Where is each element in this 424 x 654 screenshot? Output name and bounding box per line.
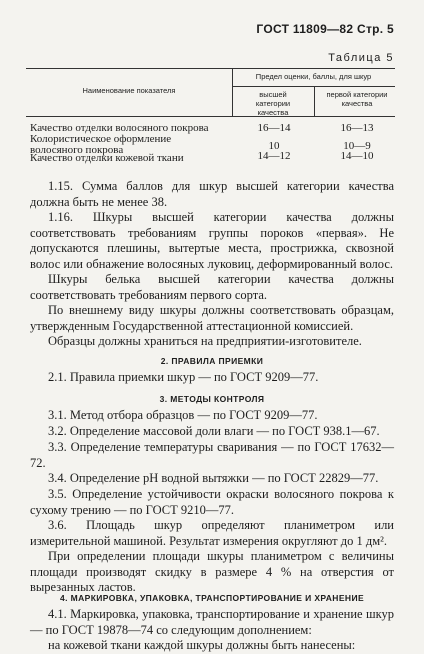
column-group-header: Предел оценки, баллы, для шкур: [255, 72, 372, 81]
column-header-indicator: Наименование показателя: [82, 86, 176, 95]
paragraph-marking: на кожевой ткани каждой шкуры должны быть нанесены:: [48, 638, 356, 652]
table-cell-value: 16—13: [340, 122, 374, 134]
quality-score-table: [26, 68, 395, 164]
table-row-name: Колористическое оформление волосяного покрова: [30, 133, 172, 156]
paragraph-1-15: 1.15. Сумма баллов для шкур высшей категории качества должна быть не менее 38.: [30, 179, 394, 209]
table-caption: Таблица 5: [328, 52, 394, 64]
paragraph-area-discount: При определении площади шкуры планиметром с величины площади производят скидку в размере 4 % на отверстия от вырезанных ластов.: [30, 549, 394, 594]
paragraph-belka: Шкуры белька высшей категории качества должны соответствовать требованиям первого сорта.: [30, 272, 394, 302]
table-row-name: Качество отделки волосяного покрова: [30, 122, 209, 134]
page-header: ГОСТ 11809—82 Стр. 5: [256, 22, 394, 36]
paragraph-2-1: 2.1. Правила приемки шкур — по ГОСТ 9209—77.: [48, 370, 319, 384]
paragraph-3-4: 3.4. Определение pH водной вытяжки — по ГОСТ 22829—77.: [48, 471, 379, 485]
paragraph-3-6: 3.6. Площадь шкур определяют планиметром или измерительной машиной. Результат измерения округляют до 1 дм².: [30, 518, 394, 548]
paragraph-samples: Образцы должны храниться на предприятии-изготовителе.: [48, 334, 362, 348]
paragraph-3-2: 3.2. Определение массовой доли влаги — по ГОСТ 938.1—67.: [48, 424, 380, 438]
paragraph-appearance: По внешнему виду шкуры должны соответствовать образцам, утвержденным Государственной аттестационной комиссией.: [30, 303, 394, 333]
table-cell-value: 14—12: [257, 150, 291, 162]
section-3-title: 3. МЕТОДЫ КОНТРОЛЯ: [159, 394, 265, 404]
table-cell-value: 16—14: [257, 122, 291, 134]
paragraph-3-1: 3.1. Метод отбора образцов — по ГОСТ 9209—77.: [48, 408, 318, 422]
paragraph-1-16: 1.16. Шкуры высшей категории качества должны соответствовать требованиям группы пороков «первая». Не допускаются плешины, вытертые места, прострижка, сквозной волос или обнажение волосяных луковиц, деформированный волос.: [30, 210, 394, 271]
table-cell-value: 10—9: [343, 140, 371, 152]
column-header-first: первой категории качества: [326, 90, 388, 108]
table-cell-value: 10: [268, 140, 280, 152]
section-2-title: 2. ПРАВИЛА ПРИЕМКИ: [160, 356, 264, 366]
paragraph-3-3: 3.3. Определение температуры сваривания — по ГОСТ 17632—72.: [30, 440, 394, 470]
paragraph-3-5: 3.5. Определение устойчивости окраски волосяного покрова к сухому трению — по ГОСТ 9210—77.: [30, 487, 394, 517]
column-header-highest: высшей категории качества: [255, 90, 291, 117]
paragraph-4-1: 4.1. Маркировка, упаковка, транспортирование и хранение шкур — по ГОСТ 19878—74 со следующим дополнением:: [30, 607, 394, 637]
section-4-title: 4. МАРКИРОВКА, УПАКОВКА, ТРАНСПОРТИРОВАНИЕ И ХРАНЕНИЕ: [59, 593, 365, 603]
table-row-name: Качество отделки кожевой ткани: [30, 152, 184, 164]
table-cell-value: 14—10: [340, 150, 374, 162]
